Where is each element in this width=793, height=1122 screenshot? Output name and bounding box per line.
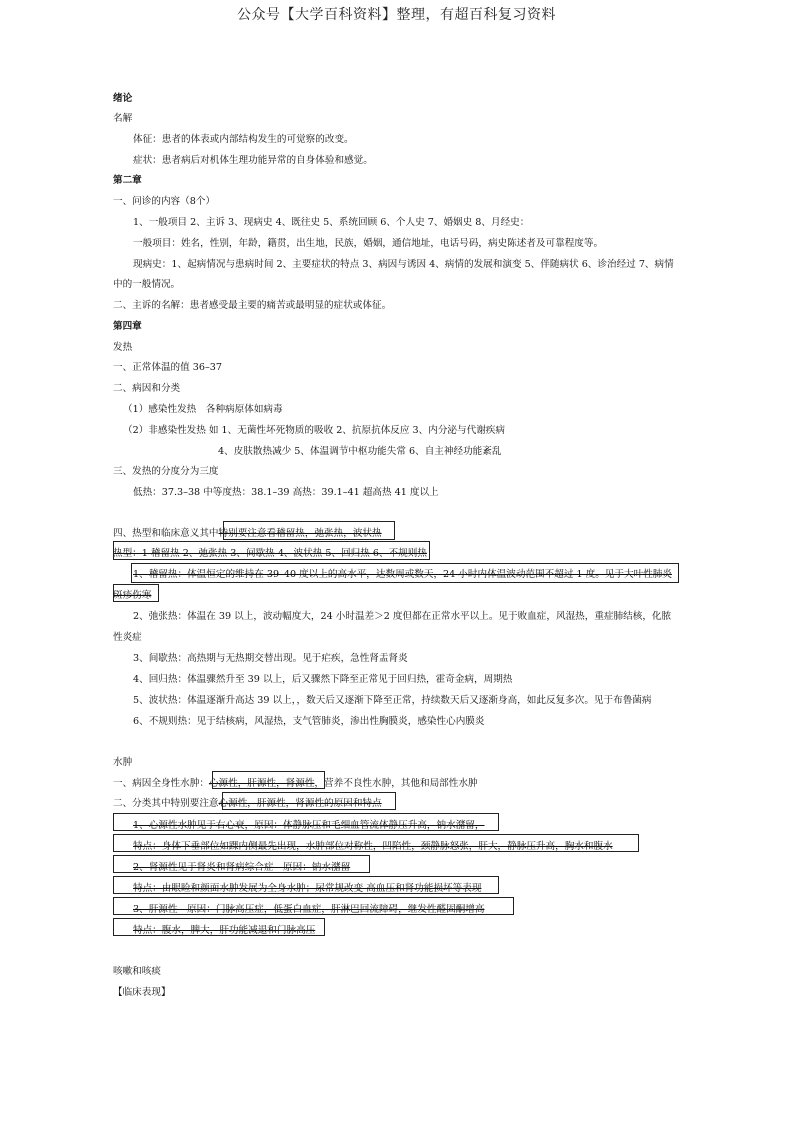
fever-types: 热型：1 稽留热 2、弛张热 3、间歇热 4、波状热 5、回归热 6、不规则热	[113, 548, 427, 559]
annotation-box	[113, 813, 499, 831]
fever-type-4: 4、回归热：体温骤然升至 39 以上，后又骤然下降至正常见于回归热，霍奇金病，周期热	[133, 674, 513, 685]
fever-type-6: 6、不规则热：见于结核病，风湿热，支气管肺炎，渗出性胸膜炎，感染性心内膜炎	[133, 716, 485, 727]
edema-1-prefix: 一、病因全身性水肿：	[113, 778, 209, 789]
annotation-box	[223, 521, 395, 540]
fever-1: 一、正常体温的值 36–37	[113, 362, 223, 373]
annotation-box	[113, 541, 430, 560]
annotation-box	[113, 584, 159, 602]
annotation-box	[222, 792, 396, 810]
annotation-box	[212, 771, 325, 789]
annotation-box	[131, 563, 679, 583]
fever-type-5: 5、波状热：体温逐渐升高达 39 以上，，数天后又逐渐下降至正常，持续数天后又逐渐身高，如此反复多次。见于布鲁菌病	[133, 695, 652, 706]
section-title-intro: 绪论	[113, 93, 133, 104]
cough-subheading: 【临床表现】	[113, 987, 171, 998]
cough-heading: 咳嗽和咳痰	[113, 966, 161, 977]
fever-type-1a: 1、稽留热：体温恒定的维持在 39–40 度以上的高水平，达数周或数天，24 小时内体温波动范围不超过 1 度。见于大叶性肺炎	[133, 569, 672, 580]
edema-1-suffix: ，营养不良性水肿，其他和局部性水肿	[314, 778, 478, 789]
fever-heading: 发热	[113, 342, 133, 353]
fever-2b: （2）非感染性发热 如 1、无菌性坏死物质的吸收 2、抗原抗体反应 3、内分泌与代谢疾病	[123, 425, 505, 436]
edema-heading: 水肿	[113, 757, 133, 768]
ch2-q1: 一、问诊的内容（8个）	[113, 196, 216, 207]
fever-type-2b: 性炎症	[113, 632, 142, 643]
annotation-box	[113, 876, 499, 894]
edema-renal-feature: 特点：由眼睑和颜面水肿发展为全身水肿；尿常规改变 高血压和肾功能损坏等表现	[133, 883, 482, 894]
edema-2-prefix: 二、分类其中特别要注意	[113, 798, 219, 809]
ch2-q2: 二、主诉的名解：患者感受最主要的痛苦或最明显的症状或体征。	[113, 300, 392, 311]
ch2-present-b: 中的一般情况。	[113, 279, 181, 290]
annotation-box	[113, 918, 325, 936]
section-title-ch2: 第二章	[113, 175, 142, 186]
ch2-q1-items: 1、一般项目 2、主诉 3、现病史 4、既往史 5、系统回顾 6、个人史 7、婚姻史 8、月经史：	[133, 217, 530, 228]
ch2-general: 一般项目：姓名，性别，年龄，籍贯，出生地，民族，婚姻，通信地址，电话号码，病史陈述者及可靠程度等。	[133, 238, 604, 249]
fever-3: 三、发热的分度分为三度	[113, 466, 219, 477]
edema-1-boxed: 心源性，肝源性，肾源性	[208, 778, 315, 789]
ch2-present-a: 现病史：1、起病情况与患病时间 2、主要症状的特点 3、病因与诱因 4、病情的发展和演变 5、伴随病状 6、诊治经过 7、病情	[133, 259, 674, 270]
edema-hepatic: 3、肝源性 原因：门脉高压症，低蛋白血症，肝淋巴回流障碍，继发性醛固酮增高	[133, 904, 485, 915]
section-title-ch4: 第四章	[113, 321, 142, 332]
definition-symptom: 症状：患者病后对机体生理功能异常的自身体验和感觉。	[133, 155, 373, 166]
edema-cardiac-feature: 特点：身体下垂部位如踝内侧最先出现，水肿部位对称性，凹陷性，颈静脉怒张，肝大，静脉压升高，胸水和腹水	[133, 841, 613, 852]
annotation-box	[113, 834, 639, 852]
fever-type-1b: 斑疹伤寒	[113, 590, 152, 601]
fever-2: 二、病因和分类	[113, 383, 181, 394]
fever-type-2a: 2、弛张热：体温在 39 以上，波动幅度大，24 小时温差＞2 度但都在正常水平以上。见于败血症，风湿热，重症肺结核，化脓	[133, 611, 672, 622]
fever-4-prefix: 四、热型和临床意义其中	[113, 528, 219, 539]
edema-cardiac: 1、心源性水肿见于右心衰，原因：体静脉压和毛细血管流体静压升高，钠水潴留，	[133, 820, 485, 831]
fever-2a: （1）感染性发热 各种病原体如病毒	[123, 404, 283, 415]
definition-sign: 体征：患者的体表或内部结构发生的可觉察的改变。	[133, 134, 354, 145]
annotation-box	[113, 897, 514, 915]
edema-hepatic-feature: 特点：腹水，脾大，肝功能减退和门脉高压	[133, 925, 316, 936]
page-header: 公众号【大学百科资料】整理，有超百科复习资料	[237, 7, 556, 23]
edema-2-boxed: 心源性，肝源性，肾源性的原因和特点	[218, 798, 382, 809]
fever-2c: 4、皮肤散热减少 5、体温调节中枢功能失常 6、自主神经功能紊乱	[218, 446, 502, 457]
annotation-box	[113, 855, 370, 873]
subheading-definitions: 名解	[113, 113, 133, 124]
fever-3a: 低热：37.3–38 中等度热：38.1–39 高热：39.1–41 超高热 41 度以上	[133, 487, 439, 498]
fever-type-3: 3、间歇热：高热期与无热期交替出现。见于疟疾，急性肾盂肾炎	[133, 653, 408, 664]
edema-renal: 2、肾源性见于肾炎和肾病综合症 原因：钠水潴留	[133, 862, 351, 873]
fever-4-struck: 特别要注意看稽留热，弛张热，波状热	[218, 528, 382, 539]
